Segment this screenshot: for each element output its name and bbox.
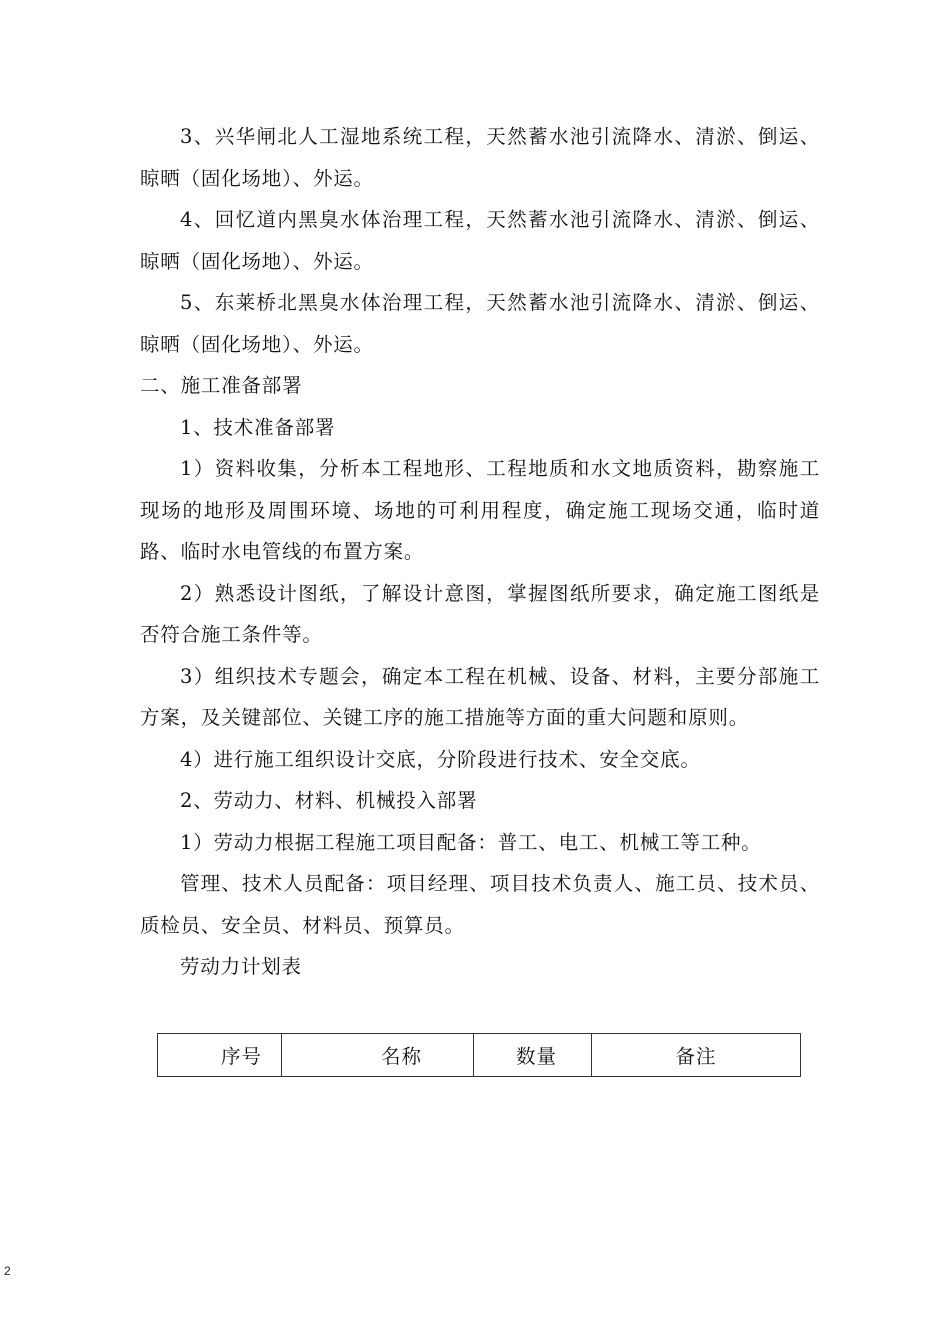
paragraph-data-collection: 1）资料收集，分析本工程地形、工程地质和水文地质资料，勘察施工现场的地形及周围环境、场地的可利用程度，确定施工现场交通，临时道路、临时水电管线的布置方案。 — [140, 457, 820, 563]
header-cell-number: 序号 — [158, 1033, 282, 1076]
header-cell-quantity: 数量 — [474, 1033, 592, 1076]
document-body — [140, 116, 820, 1077]
labor-plan-table — [157, 1033, 801, 1077]
paragraph-labor: 1）劳动力根据工程施工项目配备：普工、电工、机械工等工种。 — [180, 830, 762, 854]
table-header-row — [158, 1033, 801, 1076]
paragraph-briefing: 4）进行施工组织设计交底，分阶段进行技术、安全交底。 — [180, 747, 701, 771]
paragraph-tech-meeting: 3）组织技术专题会，确定本工程在机械、设备、材料，主要分部施工方案，及关键部位、关键工序的施工措施等方面的重大问题和原则。 — [140, 664, 820, 729]
paragraph-item-3: 3、兴华闸北人工湿地系统工程，天然蓄水池引流降水、清淤、倒运、晾晒（固化场地）、外运。 — [140, 125, 820, 190]
table-title: 劳动力计划表 — [180, 955, 302, 978]
header-cell-name: 名称 — [282, 1033, 474, 1076]
header-cell-remarks: 备注 — [592, 1033, 801, 1076]
paragraph-item-4: 4、回忆道内黑臭水体治理工程，天然蓄水池引流降水、清淤、倒运、晾晒（固化场地）、外运。 — [140, 208, 820, 273]
subsection-heading-resources: 2、劳动力、材料、机械投入部署 — [180, 789, 478, 812]
page-number: 2 — [4, 1264, 11, 1278]
paragraph-item-5: 5、东莱桥北黑臭水体治理工程，天然蓄水池引流降水、清淤、倒运、晾晒（固化场地）、外运。 — [140, 291, 820, 356]
paragraph-management-staff: 管理、技术人员配备：项目经理、项目技术负责人、施工员、技术员、质检员、安全员、材料员、预算员。 — [140, 872, 820, 937]
section-heading: 二、施工准备部署 — [140, 374, 303, 397]
paragraph-drawings: 2）熟悉设计图纸，了解设计意图，掌握图纸所要求，确定施工图纸是否符合施工条件等。 — [140, 581, 820, 646]
subsection-heading-technical: 1、技术准备部署 — [180, 415, 336, 439]
